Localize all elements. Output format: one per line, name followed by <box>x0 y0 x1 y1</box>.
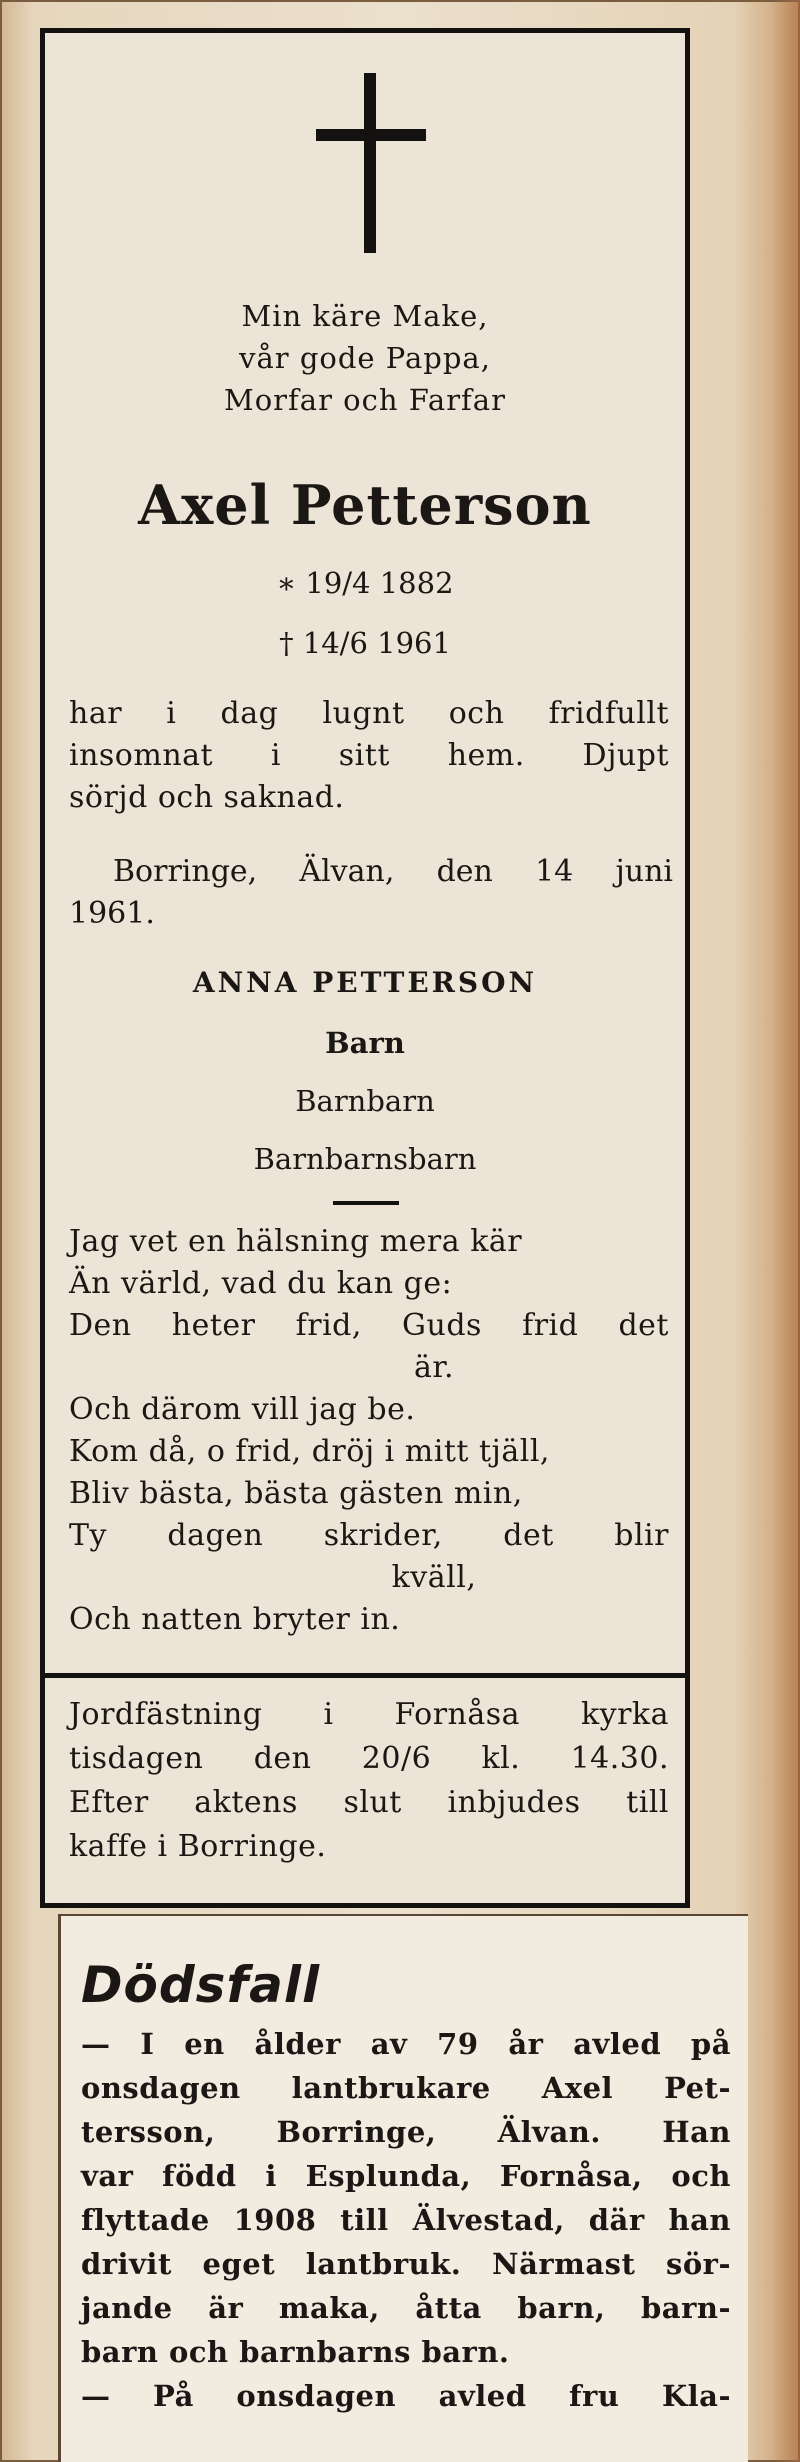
cross-icon <box>316 73 426 253</box>
poem-line: Kom då, o frid, dröj i mitt tjäll, <box>69 1434 550 1469</box>
poem-line: är. <box>414 1350 454 1385</box>
dodsfall-title: Dödsfall <box>81 1956 321 2014</box>
poem-line: Den heter frid, Guds frid det <box>69 1308 669 1343</box>
dodsfall-line: var född i Esplunda, Fornåsa, och <box>81 2159 731 2193</box>
dodsfall-line: jande är maka, åtta barn, barn- <box>81 2291 731 2325</box>
funeral-info <box>69 1693 669 1869</box>
intro-line: vår gode Pappa, <box>239 341 491 375</box>
poem-line: Och därom vill jag be. <box>69 1392 416 1427</box>
dodsfall-clipping <box>58 1914 748 2462</box>
intro-text <box>45 295 685 421</box>
dodsfall-line: barn och barnbarns barn. <box>81 2335 510 2369</box>
place-date-line: Borringe, Älvan, den 14 juni <box>113 854 673 889</box>
death-date: † 14/6 1961 <box>279 626 451 660</box>
poem-line: kväll, <box>391 1560 477 1595</box>
poem-line: Bliv bästa, bästa gästen min, <box>69 1476 523 1511</box>
family-barnbarn: Barnbarn <box>295 1084 435 1118</box>
funeral-line: tisdagen den 20/6 kl. 14.30. <box>69 1741 669 1776</box>
funeral-line: kaffe i Borringe. <box>69 1829 327 1864</box>
poem <box>69 1221 669 1641</box>
poem-line: Och natten bryter in. <box>69 1602 401 1637</box>
message-line: insomnat i sitt hem. Djupt <box>69 738 669 773</box>
intro-line: Min käre Make, <box>241 299 489 333</box>
page-edge-stain <box>772 0 800 2462</box>
poem-line: Jag vet en hälsning mera kär <box>69 1224 523 1259</box>
dodsfall-text <box>81 2022 731 2418</box>
dodsfall-line: tersson, Borringe, Älvan. Han <box>81 2115 731 2149</box>
poem-line: Än värld, vad du kan ge: <box>69 1266 453 1301</box>
section-divider <box>45 1673 685 1678</box>
funeral-line: Jordfästning i Fornåsa kyrka <box>69 1697 669 1732</box>
dodsfall-line: — I en ålder av 79 år avled på <box>81 2027 731 2061</box>
intro-line: Morfar och Farfar <box>224 383 506 417</box>
dodsfall-line: drivit eget lantbruk. Närmast sör- <box>81 2247 731 2281</box>
notice-message <box>69 693 669 819</box>
dodsfall-line: flyttade 1908 till Älvestad, där han <box>81 2203 731 2237</box>
message-line: har i dag lugnt och fridfullt <box>69 696 669 731</box>
message-line: sörjd och saknad. <box>69 780 345 815</box>
death-notice <box>40 28 690 1908</box>
place-date-year: 1961. <box>69 896 155 931</box>
birth-date: ∗ 19/4 1882 <box>276 566 454 600</box>
dodsfall-line: onsdagen lantbrukare Axel Pet- <box>81 2071 731 2105</box>
funeral-line: Efter aktens slut inbjudes till <box>69 1785 669 1820</box>
family-barn: Barn <box>325 1026 405 1060</box>
deceased-name: Axel Petterson <box>138 473 592 537</box>
signer-name: ANNA PETTERSON <box>192 966 538 999</box>
dodsfall-line: — På onsdagen avled fru Kla- <box>81 2379 731 2413</box>
family-barnbarnsbarn: Barnbarnsbarn <box>253 1142 477 1176</box>
poem-line: Ty dagen skrider, det blir <box>69 1518 669 1553</box>
divider <box>333 1201 399 1205</box>
